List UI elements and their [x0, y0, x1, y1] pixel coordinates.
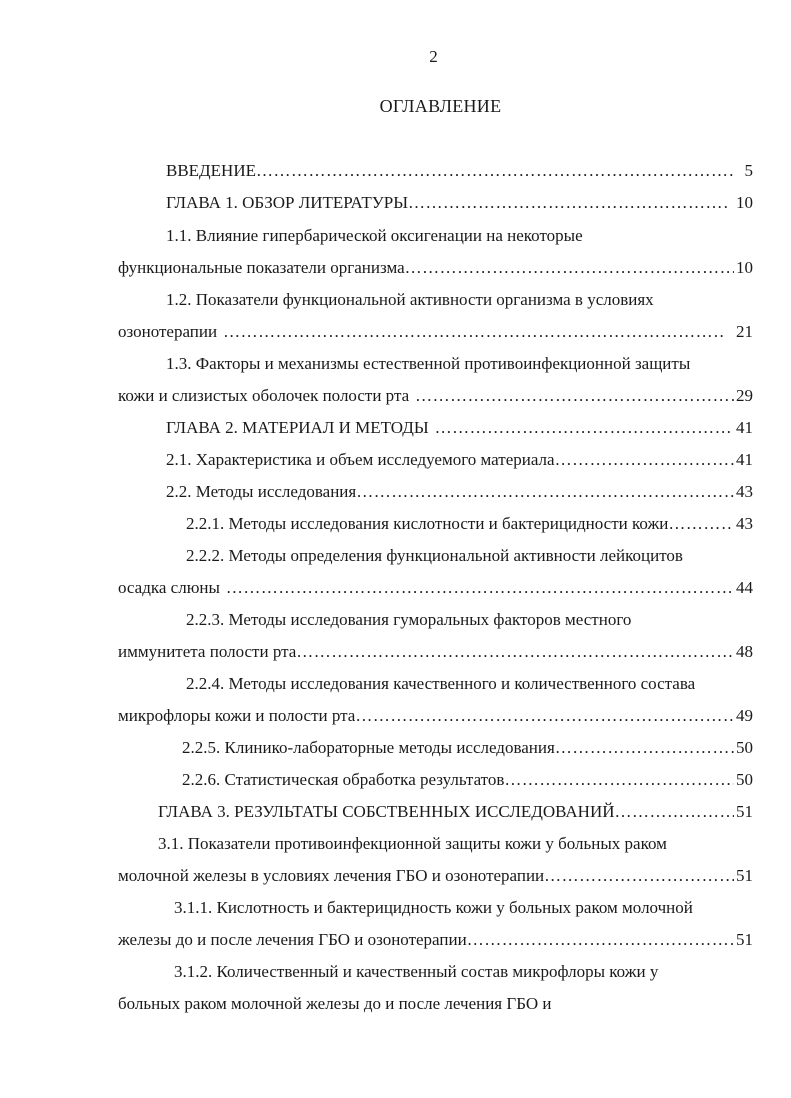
toc-entry: 2.2.4. Методы исследования качественного и количественного состава: [186, 674, 696, 693]
toc-entry-page: 10: [736, 258, 753, 277]
toc-entry-text: 2.2.5. Клинико-лабораторные методы исследования: [182, 738, 555, 757]
toc-entry-text: 2.2.1. Методы исследования кислотности и бактерицидности кожи: [186, 514, 669, 533]
toc-leader: [504, 769, 734, 791]
toc-entry: 3.1. Показатели противоинфекционной защиты кожи у больных раком: [158, 834, 667, 853]
toc-entry-text: ГЛАВА 2. МАТЕРИАЛ И МЕТОДЫ: [166, 418, 429, 437]
toc-entry-page: 51: [736, 802, 753, 821]
toc-entry-text: ГЛАВА 1. ОБЗОР ЛИТЕРАТУРЫ: [166, 193, 409, 212]
toc-entry-text: микрофлоры кожи и полости рта: [118, 706, 356, 725]
toc-leader: [429, 417, 734, 439]
toc-entry: [158, 801, 753, 823]
toc-entry: [182, 769, 753, 791]
toc-leader: [355, 705, 734, 727]
toc-entry-page: 50: [736, 738, 753, 757]
toc-entry: [166, 449, 753, 471]
toc-entry-page: 49: [736, 706, 753, 725]
toc-entry-text: озонотерапии: [118, 322, 218, 341]
toc-entry-text: молочной железы в условиях лечения ГБО и озонотерапии: [118, 866, 545, 885]
toc-entry: 1.2. Показатели функциональной активности организма в условиях: [166, 290, 654, 309]
toc-entry-page: 10: [736, 193, 753, 212]
toc-leader: [356, 481, 734, 503]
toc-entry: [166, 192, 753, 214]
toc-entry-page: 43: [736, 514, 753, 533]
toc-entry: 3.1.1. Кислотность и бактерицидность кожи у больных раком молочной: [174, 898, 693, 917]
toc-entry-page: 41: [736, 450, 753, 469]
toc-leader: [668, 513, 734, 535]
toc-leader: [544, 865, 734, 887]
toc-entry: [166, 160, 753, 182]
toc-entry-page: 5: [744, 161, 753, 180]
toc-leader: [256, 160, 733, 182]
toc-leader: [409, 385, 734, 407]
toc-leader: [220, 577, 734, 599]
toc-entry: [118, 577, 753, 599]
toc-entry: [182, 737, 753, 759]
toc-entry: [118, 257, 753, 279]
toc-leader: [615, 801, 734, 823]
toc-entry-page: 51: [736, 930, 753, 949]
toc-entry: 3.1.2. Количественный и качественный состав микрофлоры кожи у: [174, 962, 659, 981]
toc-entry: [118, 865, 753, 887]
toc-entry-text: кожи и слизистых оболочек полости рта: [118, 386, 410, 405]
toc-entry-text: иммунитета полости рта: [118, 642, 297, 661]
toc-leader: [296, 641, 734, 663]
toc-entry-page: 41: [736, 418, 753, 437]
toc-leader: [555, 737, 734, 759]
toc-leader: [555, 449, 734, 471]
page-number: 2: [429, 47, 438, 66]
toc-entry-page: 43: [736, 482, 753, 501]
toc-entry: больных раком молочной железы до и после лечения ГБО и: [118, 994, 552, 1013]
toc-entry: [118, 705, 753, 727]
toc-entry: [118, 641, 753, 663]
toc-entry: [166, 481, 753, 503]
toc-entry-text: 2.2. Методы исследования: [166, 482, 357, 501]
toc-entry-text: железы до и после лечения ГБО и озонотерапии: [118, 930, 467, 949]
toc-entry-page: 51: [736, 866, 753, 885]
toc-entry: 2.2.3. Методы исследования гуморальных факторов местного: [186, 610, 632, 629]
toc-leader: [408, 192, 728, 214]
toc-leader: [217, 321, 726, 343]
toc-entry-page: 48: [736, 642, 753, 661]
toc-entry: [118, 385, 753, 407]
toc-entry-text: 2.2.6. Статистическая обработка результатов: [182, 770, 505, 789]
toc-entry-text: ГЛАВА 3. РЕЗУЛЬТАТЫ СОБСТВЕННЫХ ИССЛЕДОВАНИЙ: [158, 802, 615, 821]
toc-entry-page: 50: [736, 770, 753, 789]
toc-entry: 1.1. Влияние гипербарической оксигенации на некоторые: [166, 226, 583, 245]
toc-leader: [467, 929, 734, 951]
toc-entry-text: 2.1. Характеристика и объем исследуемого материала: [166, 450, 555, 469]
toc-entry: [118, 929, 753, 951]
toc-entry-page: 21: [736, 322, 753, 341]
toc-entry-page: 44: [736, 578, 753, 597]
toc-entry-text: осадка слюны: [118, 578, 220, 597]
toc-entry: 1.3. Факторы и механизмы естественной противоинфекционной защиты: [166, 354, 691, 373]
toc-title: ОГЛАВЛЕНИЕ: [379, 96, 502, 116]
toc-entry-text: функциональные показатели организма: [118, 258, 405, 277]
toc-entry: [118, 321, 753, 343]
toc-entry-page: 29: [736, 386, 753, 405]
toc-leader: [405, 257, 734, 279]
toc-entry: [186, 513, 753, 535]
toc-entry-text: ВВЕДЕНИЕ: [166, 161, 256, 180]
toc-entry: 2.2.2. Методы определения функциональной активности лейкоцитов: [186, 546, 683, 565]
toc-entry: [166, 417, 753, 439]
